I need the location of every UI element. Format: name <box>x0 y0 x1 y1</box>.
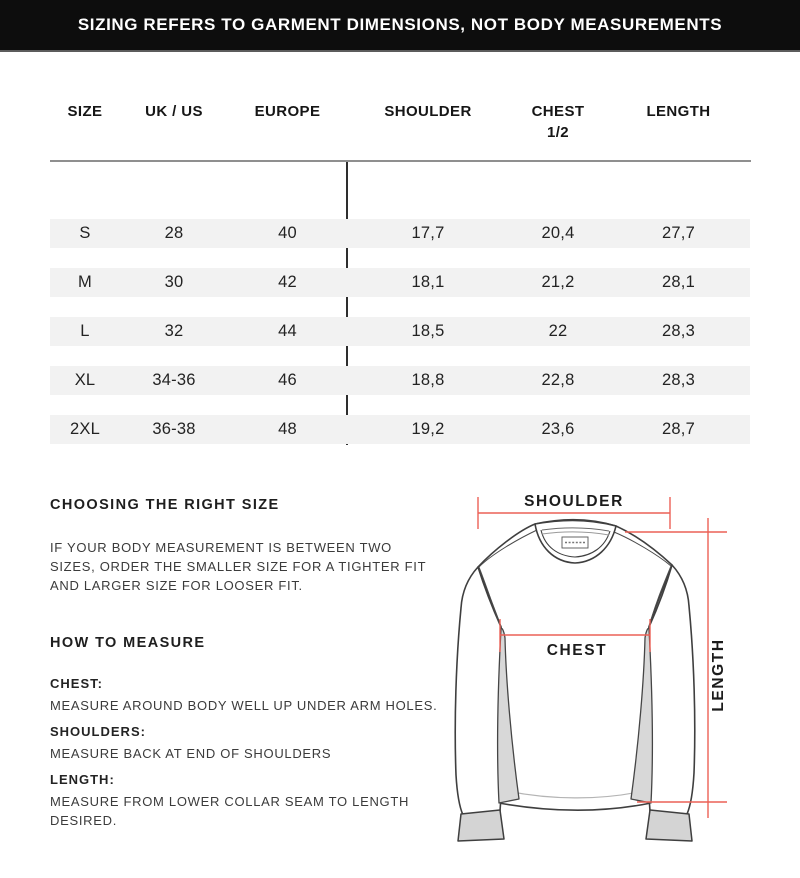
size-table-header <box>50 101 750 143</box>
cell-length: 28,1 <box>662 273 695 291</box>
col-header-chest <box>509 101 607 143</box>
cell-uk-us: 30 <box>164 273 184 291</box>
cell-chest: 22 <box>548 322 568 340</box>
col-header-chest-line2: 1/2 <box>546 124 570 141</box>
col-header-uk-us: UK / US <box>145 103 203 120</box>
shoulder-dimension-label: SHOULDER <box>524 493 624 510</box>
cell-size: L <box>80 322 90 340</box>
cell-uk-us: 36-38 <box>152 420 196 438</box>
cell-shoulder: 18,8 <box>411 371 445 389</box>
cell-europe: 44 <box>278 322 297 340</box>
how-to-measure-heading: HOW TO MEASURE <box>50 635 206 651</box>
top-disclaimer-banner <box>0 0 800 52</box>
cell-size: 2XL <box>70 420 100 438</box>
cell-length: 28,3 <box>662 371 695 389</box>
col-header-chest-line1: CHEST <box>531 103 585 120</box>
measure-shoulders-text <box>50 744 470 763</box>
measure-chest-label: CHEST: <box>50 676 103 691</box>
table-row <box>50 415 750 444</box>
measure-chest-text <box>50 696 470 715</box>
chest-dimension-label: CHEST <box>546 642 608 659</box>
cell-shoulder: 19,2 <box>411 420 445 438</box>
measure-shoulders-line: MEASURE BACK AT END OF SHOULDERS <box>50 746 332 761</box>
cell-length: 28,3 <box>662 322 695 340</box>
cell-size: M <box>78 273 92 291</box>
cell-length: 27,7 <box>662 224 695 242</box>
measure-length-label: LENGTH: <box>50 772 115 787</box>
col-header-size: SIZE <box>67 103 103 120</box>
measure-length-line: MEASURE FROM LOWER COLLAR SEAM TO LENGTH <box>50 794 410 809</box>
cell-uk-us: 32 <box>164 322 184 340</box>
instructions-column <box>50 498 470 830</box>
cell-size: S <box>79 224 91 242</box>
cell-shoulder: 18,1 <box>411 273 445 291</box>
cell-chest: 23,6 <box>541 420 575 438</box>
measure-chest-line: MEASURE AROUND BODY WELL UP UNDER ARM HOLES. <box>50 698 438 713</box>
col-header-europe: EUROPE <box>254 103 321 120</box>
choosing-line: IF YOUR BODY MEASUREMENT IS BETWEEN TWO <box>50 540 392 555</box>
table-row <box>50 317 750 346</box>
choosing-heading: CHOOSING THE RIGHT SIZE <box>50 497 280 513</box>
size-table-body <box>50 219 750 464</box>
right-cuff <box>646 810 692 841</box>
cell-europe: 40 <box>278 224 297 242</box>
cell-uk-us: 28 <box>164 224 184 242</box>
table-row <box>50 268 750 297</box>
cell-europe: 48 <box>278 420 297 438</box>
col-header-shoulder: SHOULDER <box>384 103 472 120</box>
cell-size: XL <box>74 371 96 389</box>
col-header-length: LENGTH <box>646 103 711 120</box>
choosing-line: AND LARGER SIZE FOR LOOSER FIT. <box>50 578 303 593</box>
banner-text: SIZING REFERS TO GARMENT DIMENSIONS, NOT BODY MEASUREMENTS <box>77 15 723 34</box>
cell-chest: 20,4 <box>541 224 575 242</box>
table-header-rule <box>50 160 751 162</box>
left-cuff <box>458 810 504 841</box>
cell-europe: 42 <box>278 273 297 291</box>
choosing-line: SIZES, ORDER THE SMALLER SIZE FOR A TIGHTER FIT <box>50 559 427 574</box>
table-row <box>50 219 750 248</box>
cell-shoulder: 18,5 <box>411 322 445 340</box>
measure-shoulders-label: SHOULDERS: <box>50 724 146 739</box>
garment-diagram <box>440 470 800 878</box>
cell-uk-us: 34-36 <box>152 371 196 389</box>
cell-chest: 22,8 <box>541 371 575 389</box>
measure-length-text <box>50 792 470 830</box>
cell-shoulder: 17,7 <box>411 224 445 242</box>
measure-length-line: DESIRED. <box>50 813 118 828</box>
length-dimension-label: LENGTH <box>710 638 727 712</box>
table-row <box>50 366 750 395</box>
cell-chest: 21,2 <box>541 273 575 291</box>
cell-europe: 46 <box>278 371 297 389</box>
choosing-paragraph <box>50 538 470 595</box>
cell-length: 28,7 <box>662 420 695 438</box>
